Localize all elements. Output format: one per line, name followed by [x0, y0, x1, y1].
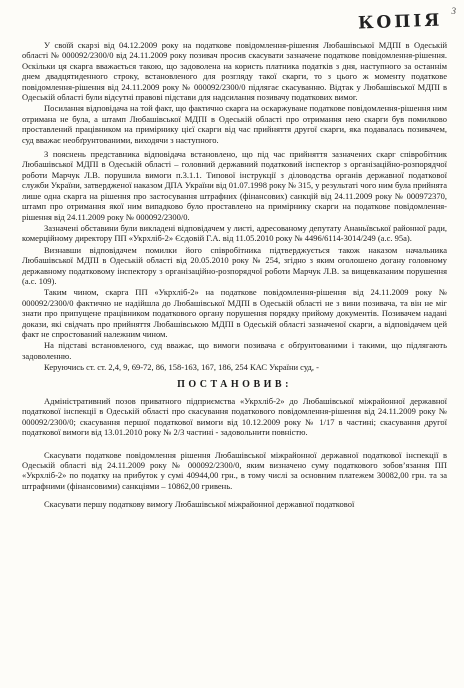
resolution-heading: ПОСТАНОВИВ: [177, 378, 292, 390]
copy-stamp: КОПІЯ [357, 10, 443, 34]
paragraph: Керуючись ст. ст. 2,4, 9, 69-72, 86, 158-163, 167, 186, 254 КАС України суд, - [44, 362, 319, 373]
resolution-paragraph: Адміністративний позов приватного підприємства «Укрхліб-2» до Любашівської міжрайонної державної податкової інспекції в Одеській області про скасування податкового повідомлення-рішення від 24.11.2009 року № 000092/2300/0; скасування першої податкової вимоги від 10.12.2009 року № 1/17 в частині; скасування другої податкової вимоги від 13.01.2010 року № 2/3 частині - задовольнити повністю. [22, 396, 447, 438]
paragraph: На підставі встановленого, суд вважає, що вимоги позивача є обґрунтованими і такими, що підлягають задоволенню. [22, 340, 447, 361]
page-number: 3 [451, 6, 456, 16]
resolution-paragraph: Скасувати податкове повідомлення рішення Любашівської міжрайонної державної податкової інспекції в Одеській області від 24.11.2009 року № 000092/2300/0, яким визначено суму податкового зобов’язання ПП «Укрхліб-2» по податку на прибуток у сумі 40944,00 грн., в тому числі за основним платежем 30082,00 грн. та за штрафними (фінансовими) санкціями – 10862,00 гривень. [22, 449, 447, 491]
document-body [22, 40, 447, 511]
paragraph: Зазначені обставини були викладені відповідачем у листі, адресованому депутату Ананьївської районної ради, комерційному директору ПП «Укрхліб-2» Єсдовій Г.А. від 11.05.2010 року № 4496/6114-3014/249 (а.с. 95а). [22, 222, 447, 244]
paragraph: З пояснень представника відповідача встановлено, що під час прийняття зазначених скарг співробітник Любашівської МДПІ в Одеській області – головний державний податковий інспектор з організаційно-розпорядчої роботи Марчук Л.В. порушила вимоги п.3.1.1. Типової інструкції з діловодства органів державної податкової служби України, затвердженої наказом ДПА України від 01.07.1998 року № 315, у результаті чого ним була прийнята лише одна скарга на рішення про застосування штрафних (фінансових) санкцій від 24.11.2009 року № 000972370, штамп про отримання якої ним випадково було проставлено на примірнику скарги на податкове повідомлення-рішення від 24.11.2009 року № 000092/2300/0. [22, 149, 447, 222]
paragraph: Таким чином, скарга ПП «Укрхліб-2» на податкове повідомлення-рішення від 24.11.2009 року № 000092/2300/0 фактично не надійшла до Любашівської МДПІ в Одеській області не з вини позивача, та він не міг знати про припущене працівником податкового органу порушення порядку прийому документів. Позивачем надані докази, які свідчать про прийняття Любашівською МДПІ в Одеській області зазначеної скарги, а відповідачем цей факт не спростований належним чином. [22, 287, 447, 339]
resolution-paragraph: Скасувати першу податкову вимогу Любашівської міжрайонної державної податкової [44, 499, 355, 510]
paragraph: У своїй скарзі від 04.12.2009 року на податкове повідомлення-рішення Любашівської МДПІ в Одеській області № 000092/2300/0 від 24.11.2009 року позивач просив скасувати зазначене податкове повідомлення-рішення. Оскільки ця скарга вважається такою, що задоволена на користь платника податків з дня, наступного за останнім днем двадцятиденного строку, встановленого для розгляду такої скарги, то з цього ж моменту податкове повідомлення-рішення від 24.11.2009 року № 000092/2300/0 підлягає скасуванню. Відтак у Любашівської МДПІ в Одеській області були відсутні правові підстави для надсилання позивачу податкових вимог. [22, 40, 447, 103]
paragraph: Визнавши відповідачем помилки його співробітника підтверджується також наказом начальника Любашівської МДПІ в Одеській області від 20.05.2010 року № 254, згідно з яким оголошено догану головному державному податковому інспектору з організаційно-розпорядчої роботи Марчук Л.В. за вищевказаним порушення (а.с. 109). [22, 244, 447, 286]
paragraph: Посилання відповідача на той факт, що фактично скарга на оскаржуване податкове повідомлення-рішення ним отримана не була, а штамп Любашівської МДПІ в Одеській області про отримання нею скарги був помилково проставлений працівником на примірнику цієї скарги від час прийняття другої скарги, яка подавалась позивачем, суд вважає необґрунтованими, виходячи з наступного. [22, 103, 447, 145]
